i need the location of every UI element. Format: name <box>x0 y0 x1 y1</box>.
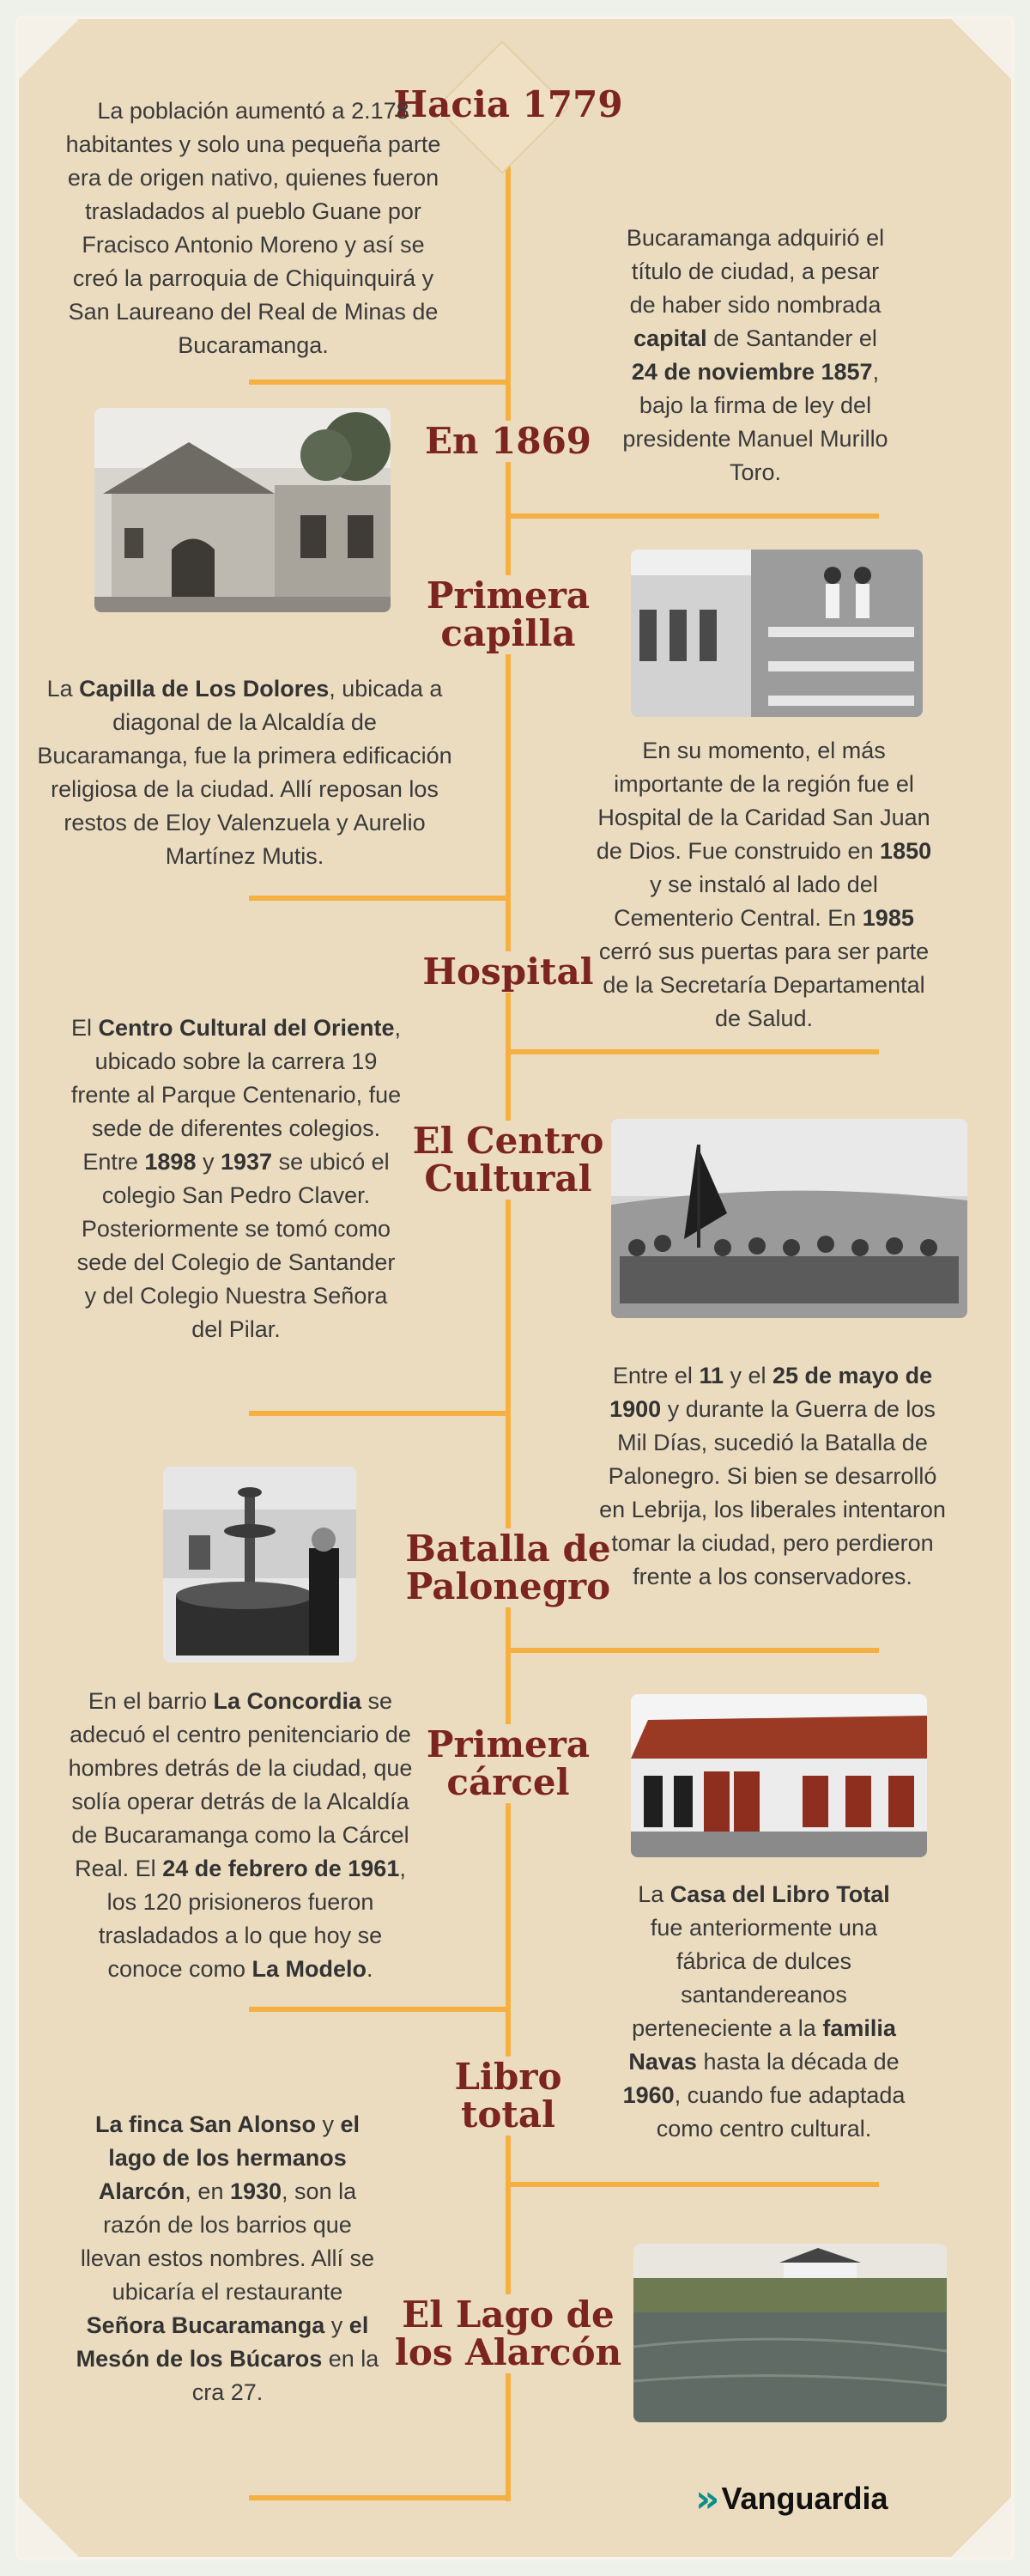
text-run: y durante la Guerra de los Mil Días, sucedió la Batalla de Palonegro. Si bien se desarrolló en Lebrija, los liberales intentaron tomar la ciudad, pero perdieron frente a los conservadores. <box>599 1396 946 1589</box>
text-run: y se instaló al lado del Cementerio Central. En <box>614 872 878 931</box>
section-text <box>34 672 455 873</box>
text-run: , ubicado sobre la carrera 19 frente al Parque Centenario, fue sede de diferentes colegios. Entre <box>70 1015 402 1175</box>
timeline-connector <box>249 2495 506 2500</box>
text-emphasis: 11 <box>699 1363 724 1388</box>
hospital-photo <box>631 550 923 717</box>
section-title: Batalla de Palonegro <box>371 1528 645 1607</box>
section-title: Libro total <box>431 2057 585 2136</box>
text-run: La población aumentó a 2.178 habitantes y solo una pequeña parte era de origen nativo, quienes fueron trasladados al pueblo Guane por Fracisco Antonio Moreno y así se creó la parroquia de Chiquinquirá y San Laureano del Real de Minas de Bucaramanga. <box>65 98 441 358</box>
timeline-connector <box>249 2007 506 2012</box>
text-emphasis: 1960 <box>622 2082 675 2108</box>
section-title: En 1869 <box>379 421 637 462</box>
fountain-photo <box>163 1467 356 1662</box>
text-emphasis: 1898 <box>144 1149 197 1175</box>
text-run: En su momento, el más importante de la región fue el Hospital de la Caridad San Juan de Dios. Fue construido en <box>596 738 930 864</box>
text-emphasis: capital <box>633 325 707 351</box>
corner-decoration <box>19 19 79 79</box>
timeline-connector <box>249 896 506 901</box>
brand-name: Vanguardia <box>721 2481 888 2516</box>
text-emphasis: La Concordia <box>213 1688 362 1714</box>
corner-decoration <box>19 2497 79 2557</box>
section-text <box>618 222 893 489</box>
lake-photo <box>633 2244 947 2422</box>
text-emphasis: Centro Cultural del Oriente <box>98 1015 395 1041</box>
text-run: y <box>324 2312 349 2338</box>
text-run: , son la razón de los barrios que llevan estos nombres. Allí se ubicaría el restaurante <box>80 2178 375 2305</box>
text-run: , los 120 prisioneros fueron trasladados a lo que hoy se conoce como <box>98 1856 406 1982</box>
text-run: El <box>70 1015 99 1041</box>
vanguardia-logo <box>695 2473 936 2524</box>
text-run: La <box>46 676 80 702</box>
text-run: en la cra 27. <box>191 2346 379 2405</box>
text-emphasis: 1937 <box>220 1149 273 1175</box>
section-title: Primera capilla <box>405 575 611 654</box>
text-emphasis: 24 de noviembre 1857 <box>631 359 873 385</box>
text-emphasis: 1930 <box>229 2178 282 2204</box>
text-run: y <box>316 2111 341 2137</box>
timeline-connector <box>508 1049 879 1054</box>
text-run: , bajo la firma de ley del presidente Manuel Murillo Toro. <box>622 359 888 485</box>
section-title: El Lago de los Alarcón <box>379 2294 637 2373</box>
section-title: Primera cárcel <box>405 1724 611 1803</box>
text-run: . <box>367 1956 373 1982</box>
corner-decoration <box>951 2497 1011 2557</box>
text-run: , cuando fue adaptada como centro cultural. <box>656 2082 906 2142</box>
text-run: se ubicó el colegio San Pedro Claver. Posteriormente se tomó como sede del Colegio de Santander y del Colegio Nuestra Señora del Pilar. <box>76 1149 396 1342</box>
chapel-photo <box>94 408 391 612</box>
text-run: se adecuó el centro penitenciario de hombres detrás de la ciudad, que solía operar detrás de la Alcaldía de Bucaramanga como la Cárcel Real. El <box>68 1688 413 1881</box>
text-emphasis: La finca San Alonso <box>94 2111 316 2137</box>
section-text <box>69 1012 403 1346</box>
text-run: , ubicada a diagonal de la Alcaldía de Bucaramanga, fue la primera edificación religiosa de la ciudad. Allí reposan los restos de Eloy Valenzuela y Aurelio Martínez Mutis. <box>37 676 452 869</box>
text-emphasis: 25 de mayo de 1900 <box>609 1363 933 1422</box>
text-run: , en <box>185 2178 230 2204</box>
timeline-connector <box>249 1411 506 1416</box>
section-text <box>597 1359 948 1594</box>
text-run: hasta la década de <box>696 2049 900 2075</box>
text-run: La <box>638 1881 670 1907</box>
section-text <box>592 734 936 1036</box>
section-title: El Centro Cultural <box>388 1121 628 1200</box>
battle-photo <box>611 1119 967 1318</box>
text-emphasis: 1985 <box>862 905 914 931</box>
text-run: Bucaramanga adquirió el título de ciudad, a pesar de haber sido nombrada <box>626 225 885 318</box>
text-emphasis: 1850 <box>880 838 932 864</box>
text-run: y <box>196 1149 221 1175</box>
text-emphasis: 24 de febrero de 1961 <box>162 1856 400 1881</box>
timeline-connector <box>508 2182 879 2187</box>
text-run: de Santander el <box>706 325 877 351</box>
text-emphasis: el lago de los hermanos Alarcón <box>98 2111 360 2204</box>
section-title: Hospital <box>379 951 637 993</box>
corner-decoration <box>951 19 1011 79</box>
text-emphasis: el Mesón de los Búcaros <box>76 2312 369 2372</box>
timeline-connector <box>249 380 506 385</box>
text-run: En el barrio <box>88 1688 214 1714</box>
text-run: fue anteriormente una fábrica de dulces santandereanos perteneciente a la <box>632 1915 878 2041</box>
section-text <box>64 1685 416 1986</box>
section-text <box>622 1878 906 2146</box>
section-text <box>60 94 446 362</box>
text-emphasis: familia Navas <box>628 2015 896 2075</box>
text-run: cerró sus puertas para ser parte de la Secretaría Departamental de Salud. <box>598 939 930 1031</box>
text-emphasis: Capilla de Los Dolores <box>79 676 330 702</box>
text-emphasis: La Modelo <box>251 1956 367 1982</box>
text-run: y el <box>723 1363 773 1388</box>
text-run: Entre el <box>612 1363 700 1388</box>
house-photo <box>631 1694 927 1857</box>
text-emphasis: Señora Bucaramanga <box>86 2312 325 2338</box>
timeline-spine <box>506 153 511 2501</box>
section-text <box>73 2108 382 2409</box>
timeline-connector <box>508 1648 879 1653</box>
text-emphasis: Casa del Libro Total <box>670 1881 890 1907</box>
chevron-logo-icon: » <box>695 2476 713 2521</box>
section-title: Hacia 1779 <box>393 83 623 125</box>
timeline-connector <box>508 513 879 519</box>
